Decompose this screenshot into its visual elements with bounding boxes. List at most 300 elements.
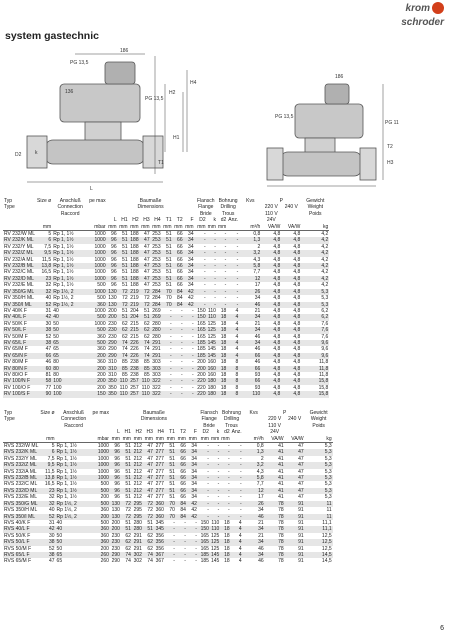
- th-H1: H1: [124, 429, 131, 436]
- type-cell: RV 232/K ML: [3, 237, 36, 243]
- table-cell: -: [220, 514, 230, 520]
- th-T2: T2: [180, 429, 186, 436]
- th-dimensions: Dimensions: [137, 204, 164, 211]
- table-cell: 96: [110, 475, 121, 481]
- table-cell: 4,8: [293, 269, 301, 276]
- table-cell: 51: [122, 243, 128, 250]
- table-cell: 66: [36, 353, 52, 359]
- table-cell: 16,5: [41, 269, 52, 276]
- table-cell: -: [184, 532, 186, 539]
- table-cell: -: [165, 552, 176, 558]
- table-cell: -: [191, 384, 194, 391]
- table-cell: 188: [130, 269, 139, 276]
- table-cell: 110: [140, 391, 151, 397]
- table-cell: 188: [130, 250, 139, 257]
- type-cell: RV 50/M F: [4, 333, 28, 340]
- table-cell: 51: [166, 269, 172, 276]
- table-cell: 4,8: [281, 302, 301, 308]
- table-cell: 51: [125, 481, 131, 488]
- table-cell: 18: [224, 532, 230, 539]
- spec-table-rvs-body: [3, 443, 333, 565]
- type-cell: RVS 350/H ML: [4, 507, 38, 514]
- table-cell: 74: [147, 558, 153, 565]
- table-cell: -: [224, 269, 227, 276]
- brand-logo: [384, 4, 444, 38]
- table-cell: 360: [100, 532, 109, 539]
- table-cell: -: [169, 359, 172, 366]
- th-k: k: [213, 217, 216, 224]
- table-cell: -: [173, 532, 175, 539]
- table-cell: 85: [122, 359, 128, 366]
- table-cell: -: [195, 289, 207, 295]
- th-gewicht: Gewicht: [309, 410, 328, 416]
- table-cell: -: [227, 276, 239, 282]
- table-cell: 4,8: [273, 320, 281, 327]
- table-cell: 66: [239, 353, 261, 359]
- table-cell: -: [169, 384, 172, 391]
- th-240v: 240 V: [288, 416, 302, 423]
- table-cell: 212: [133, 481, 142, 488]
- table-cell: 4,8: [261, 327, 281, 333]
- th-unit: mm: [185, 223, 194, 230]
- table-cell: -: [210, 488, 220, 494]
- table-cell: 4,8: [281, 314, 301, 320]
- table-cell: 253: [152, 275, 161, 282]
- table-cell: -: [227, 263, 239, 269]
- label-186-right: 186: [335, 74, 344, 80]
- type-cell: RV 232/Z ML: [3, 250, 36, 256]
- table-cell: -: [217, 507, 220, 514]
- table-cell: 212: [133, 449, 142, 456]
- table-cell: -: [214, 269, 216, 276]
- table-cell: 52: [39, 514, 55, 520]
- table-cell: 4,8: [261, 391, 281, 397]
- table-cell: Rp 1, 1½: [56, 481, 77, 488]
- table-cell: 96: [114, 468, 120, 475]
- type-cell: RV 232/A ML: [4, 256, 34, 263]
- table-cell: 160: [207, 371, 216, 378]
- table-cell: 110: [207, 314, 216, 321]
- type-cell: RVS 232/C ML: [4, 481, 38, 488]
- table-cell: -: [198, 462, 210, 468]
- table-cell: 47: [285, 475, 305, 481]
- table-cell: 7,7: [253, 269, 261, 276]
- table-cell: -: [227, 443, 230, 450]
- table-cell: 85: [144, 371, 150, 378]
- table-cell: 47: [285, 462, 305, 468]
- table-cell: 257: [130, 384, 139, 391]
- table-cell: 1000: [92, 462, 110, 468]
- table-cell: 66: [176, 475, 187, 481]
- table-cell: 42: [187, 514, 198, 520]
- table-cell: -: [224, 243, 227, 250]
- table-cell: 47: [147, 468, 153, 475]
- table-cell: 4,8: [281, 276, 301, 282]
- table-cell: 78: [278, 532, 284, 539]
- table-cell: 367: [155, 558, 164, 565]
- table-cell: -: [203, 282, 206, 289]
- table-cell: 188: [130, 282, 139, 289]
- table-cell: 85: [118, 366, 129, 372]
- table-cell: -: [214, 231, 216, 238]
- table-cell: 165: [200, 545, 209, 552]
- th-size: Size ø: [37, 198, 52, 204]
- label-136: 136: [65, 89, 74, 95]
- label-pg135-b: PG 13,5: [145, 96, 164, 102]
- table-cell: 47: [140, 237, 151, 243]
- table-cell: 40: [53, 307, 59, 314]
- th-unit: mm: [39, 436, 55, 443]
- type-cell: RVS 232/D ML: [3, 488, 39, 494]
- table-cell: 31: [45, 307, 52, 314]
- th-unit: mm: [122, 435, 131, 442]
- label-t2: T2: [387, 144, 393, 150]
- table-cell: -: [207, 289, 217, 295]
- table-cell: Rp 1½, 2: [56, 507, 77, 514]
- table-cell: 150: [88, 391, 106, 397]
- spec-table-rv-body: [3, 231, 329, 398]
- table-cell: 277: [155, 475, 164, 482]
- table-cell: 4,8: [273, 243, 281, 250]
- th-bohrung: Bohrung: [218, 198, 238, 204]
- table-cell: 4,8: [261, 276, 281, 282]
- table-cell: 130: [111, 513, 120, 520]
- table-cell: -: [165, 539, 176, 545]
- table-cell: 42: [184, 302, 195, 308]
- table-cell: Rp 1, 1½: [56, 462, 92, 468]
- table-cell: 41: [278, 468, 284, 475]
- table-cell: 277: [155, 462, 164, 469]
- table-cell: 47: [45, 346, 52, 353]
- th-p: P: [282, 410, 287, 416]
- th-weight: Weight: [310, 416, 327, 423]
- table-cell: 500: [97, 295, 106, 302]
- table-cell: 51: [165, 462, 176, 468]
- table-cell: -: [180, 384, 183, 391]
- table-cell: Rp 1, 1½: [53, 256, 74, 263]
- table-cell: 32: [39, 501, 55, 507]
- table-cell: 51: [162, 250, 173, 256]
- table-cell: 51: [169, 455, 175, 462]
- table-cell: 4,8: [273, 384, 281, 391]
- th-220v: 220 V: [264, 204, 278, 211]
- table-cell: 23: [39, 488, 55, 494]
- table-cell: 290: [111, 558, 120, 565]
- table-cell: -: [231, 449, 243, 455]
- table-cell: 16,5: [44, 481, 55, 488]
- table-cell: 78: [278, 545, 284, 552]
- th-type: Type: [4, 204, 15, 211]
- th-T1: T1: [165, 217, 172, 224]
- table-cell: 1000: [88, 276, 106, 282]
- table-cell: -: [184, 545, 186, 552]
- table-cell: 72: [125, 507, 131, 514]
- table-cell: 47: [144, 282, 150, 289]
- table-cell: 6: [39, 449, 55, 455]
- table-cell: 1000: [97, 443, 109, 450]
- table-cell: 5,3: [324, 481, 332, 488]
- table-row: [3, 391, 329, 397]
- table-cell: 41: [278, 455, 284, 462]
- table-cell: 42: [187, 501, 198, 507]
- valve-body-right: [280, 152, 362, 176]
- table-cell: 51: [169, 468, 175, 475]
- table-cell: 11: [305, 501, 333, 507]
- table-cell: 42: [39, 526, 55, 532]
- table-cell: 345: [155, 519, 164, 526]
- table-cell: 91: [285, 526, 305, 532]
- table-cell: 6,2: [321, 307, 329, 314]
- table-cell: 26: [239, 289, 261, 295]
- table-cell: 18: [224, 545, 230, 552]
- label-k: k: [35, 150, 38, 156]
- table-cell: 65: [52, 340, 88, 346]
- th-unit: mm: [130, 223, 139, 230]
- type-cell: RV 100/N F: [3, 378, 36, 384]
- table-cell: 165: [200, 532, 209, 539]
- table-cell: 34: [239, 340, 261, 346]
- table-cell: 46: [243, 514, 265, 520]
- table-cell: 21: [258, 519, 264, 526]
- th-bride: Bride: [199, 210, 212, 217]
- th-unit: mm: [152, 223, 161, 230]
- table-cell: 110: [239, 391, 261, 397]
- table-cell: 47: [144, 269, 150, 276]
- table-cell: 291: [133, 532, 142, 539]
- th-trous: Trous: [225, 422, 238, 429]
- logo-text-top: krom: [405, 3, 430, 14]
- table-cell: 226: [130, 339, 139, 346]
- table-cell: 212: [133, 468, 142, 475]
- table-cell: 230: [108, 333, 117, 340]
- table-cell: 47: [298, 468, 304, 475]
- table-cell: 21: [254, 307, 261, 314]
- table-cell: 280: [152, 320, 161, 327]
- table-cell: 4,8: [293, 320, 301, 327]
- table-cell: -: [162, 366, 173, 372]
- table-cell: 34: [184, 263, 195, 269]
- table-cell: -: [173, 366, 184, 372]
- table-cell: -: [217, 481, 220, 488]
- table-cell: 62: [143, 539, 154, 545]
- table-cell: 47: [143, 488, 154, 494]
- table-cell: 188: [130, 263, 139, 270]
- table-cell: 74: [143, 552, 154, 558]
- table-cell: 4,8: [273, 359, 281, 366]
- table-cell: 110: [118, 391, 129, 397]
- table-cell: 40: [45, 295, 52, 302]
- table-cell: -: [236, 256, 239, 263]
- table-cell: -: [220, 462, 230, 468]
- table-cell: 200: [111, 526, 120, 533]
- table-cell: -: [236, 243, 239, 250]
- table-cell: 500: [88, 327, 106, 333]
- label-h1: H1: [173, 135, 180, 141]
- table-cell: 253: [152, 269, 161, 276]
- table-cell: 100: [52, 391, 88, 397]
- table-cell: 34: [187, 449, 198, 455]
- table-cell: 500: [100, 481, 109, 488]
- table-cell: 46: [254, 346, 261, 353]
- table-cell: 42: [188, 295, 194, 302]
- table-cell: 165: [197, 320, 206, 327]
- table-cell: 47: [147, 455, 153, 462]
- table-cell: 11,8: [318, 371, 329, 378]
- type-cell: RVS 232/K ML: [3, 449, 39, 455]
- table-cell: 40: [52, 314, 88, 320]
- table-cell: -: [162, 314, 173, 320]
- table-cell: 5,3: [301, 302, 329, 308]
- table-cell: -: [210, 462, 220, 468]
- table-cell: Rp 1, 1½: [53, 269, 74, 276]
- table-cell: 74: [140, 353, 151, 359]
- table-cell: 72: [121, 514, 132, 520]
- table-cell: 62: [125, 532, 131, 539]
- table-cell: 47: [144, 231, 150, 238]
- table-cell: 4,8: [261, 237, 281, 243]
- table-cell: 5,3: [305, 488, 333, 494]
- table-cell: -: [162, 391, 173, 397]
- type-cell: RVS 65/L F: [3, 552, 39, 558]
- table-cell: -: [227, 468, 230, 475]
- table-cell: 4,8: [281, 327, 301, 333]
- table-cell: 34: [184, 250, 195, 256]
- table-cell: -: [180, 307, 183, 314]
- table-cell: 125: [210, 545, 220, 552]
- table-cell: -: [227, 302, 239, 308]
- table-cell: 125: [207, 333, 216, 340]
- table-cell: 51: [121, 462, 132, 468]
- table-cell: 62: [144, 333, 150, 340]
- table-cell: -: [217, 289, 227, 295]
- table-cell: 84: [176, 514, 187, 520]
- th-unit: mm: [155, 435, 164, 442]
- table-cell: -: [231, 501, 243, 507]
- table-cell: 66: [176, 488, 187, 494]
- table-cell: 257: [130, 391, 139, 398]
- table-cell: 17: [254, 282, 261, 289]
- table-cell: 360: [97, 346, 106, 353]
- table-cell: 200: [197, 359, 206, 366]
- spec-table-rv: [3, 198, 329, 398]
- table-cell: 4,8: [281, 250, 301, 256]
- table-cell: 42: [184, 289, 195, 295]
- table-cell: 47: [298, 494, 304, 501]
- table-cell: 212: [133, 475, 142, 482]
- table-cell: 47: [285, 488, 305, 494]
- table-cell: 4,8: [261, 378, 281, 384]
- table-cell: 66: [176, 462, 187, 468]
- type-cell: RV 100/O F: [4, 384, 31, 391]
- table-cell: 93: [254, 371, 261, 378]
- table-cell: 253: [152, 237, 161, 244]
- table-cell: 1,3: [243, 449, 265, 455]
- table-cell: 51: [125, 443, 131, 450]
- table-cell: 30: [48, 532, 55, 539]
- table-cell: 80: [53, 371, 59, 378]
- table-cell: 150: [195, 314, 207, 320]
- table-cell: 80: [52, 366, 88, 372]
- th-T2: T2: [176, 217, 183, 224]
- table-cell: 4,2: [301, 263, 329, 269]
- table-cell: 277: [155, 449, 164, 456]
- table-cell: 51: [121, 526, 132, 532]
- table-cell: 185: [195, 353, 207, 359]
- table-cell: 4,2: [321, 282, 329, 289]
- table-cell: 30: [45, 320, 52, 327]
- table-cell: 93: [254, 384, 261, 391]
- table-cell: 46: [254, 333, 261, 340]
- th-unit: mm: [111, 435, 120, 442]
- th-drilling: Drilling: [220, 204, 236, 211]
- table-cell: 66: [180, 443, 186, 450]
- table-cell: 257: [130, 378, 139, 385]
- table-cell: 34: [184, 237, 195, 243]
- table-cell: -: [203, 243, 206, 250]
- table-cell: 145: [210, 558, 220, 565]
- table-cell: 85: [144, 359, 150, 366]
- table-cell: 277: [155, 468, 164, 475]
- th-unit: mm: [207, 223, 216, 230]
- table-cell: 145: [210, 551, 220, 558]
- table-cell: Rp 1, 1½: [56, 488, 92, 494]
- type-cell: RV 80/O F: [4, 371, 28, 378]
- table-cell: -: [224, 282, 227, 289]
- table-cell: 34: [243, 539, 265, 545]
- table-cell: -: [227, 250, 239, 256]
- table-cell: 46: [45, 359, 52, 366]
- table-cell: 5,3: [305, 449, 333, 455]
- type-cell: RV 80/N F: [3, 366, 36, 372]
- table-cell: 230: [108, 320, 117, 327]
- th-unit: mm: [133, 435, 142, 442]
- table-cell: -: [169, 333, 172, 340]
- table-cell: 260: [92, 552, 110, 558]
- table-cell: 200: [100, 494, 109, 501]
- table-cell: 51: [162, 276, 173, 282]
- table-cell: 96: [114, 494, 120, 501]
- table-cell: 66: [173, 276, 184, 282]
- table-cell: 360: [92, 526, 110, 532]
- type-cell: RV 80/M F: [4, 359, 28, 366]
- table-cell: 4,8: [261, 366, 281, 372]
- th-F: F: [193, 429, 197, 436]
- table-cell: 5: [48, 231, 52, 238]
- label-l: L: [90, 186, 93, 192]
- table-cell: 50: [53, 320, 59, 327]
- th-k: k: [216, 429, 220, 436]
- th-unit: m³/h: [239, 224, 261, 231]
- type-cell: RV 232/B ML: [3, 263, 36, 269]
- table-cell: 38: [36, 340, 52, 346]
- table-cell: 34: [191, 468, 197, 475]
- table-cell: 8: [235, 371, 239, 378]
- th-unit: mm: [119, 223, 128, 230]
- actuator-right: [295, 104, 363, 138]
- table-cell: 34: [254, 295, 261, 302]
- table-cell: 62: [140, 327, 151, 333]
- table-cell: 34: [239, 314, 261, 320]
- table-cell: 9,6: [301, 353, 329, 359]
- th-unit: mm: [217, 223, 227, 230]
- table-cell: 51: [143, 526, 154, 532]
- table-cell: 96: [110, 449, 121, 455]
- table-cell: 41: [265, 475, 285, 481]
- table-cell: 13,8: [39, 475, 55, 481]
- table-cell: 58: [36, 378, 52, 384]
- table-cell: 66: [177, 269, 183, 276]
- th-connection: Connection: [57, 204, 83, 211]
